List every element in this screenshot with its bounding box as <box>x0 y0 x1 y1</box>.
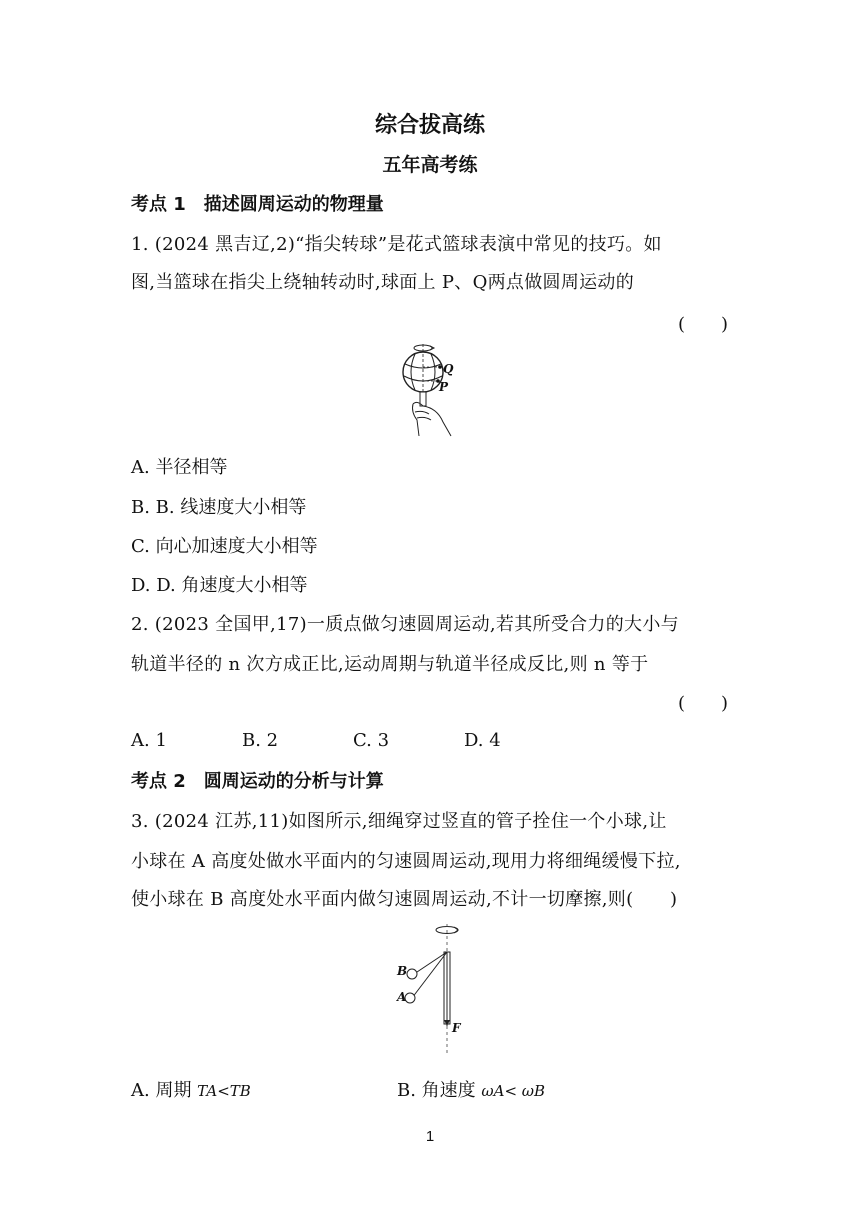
q1-answer-paren: ( ) <box>677 314 728 335</box>
page-title: 综合拔高练 <box>374 113 485 138</box>
q3-line-2: 小球在 A 高度处做水平面内的匀速圆周运动,现用力将细绳缓慢下拉, <box>131 851 681 872</box>
q3-option-b-prefix: B. 角速度 <box>397 1080 482 1101</box>
q1-option-b: B. B. 线速度大小相等 <box>131 497 307 518</box>
fig3-label-f: F <box>452 1021 461 1035</box>
q3-option-a-prefix: A. 周期 <box>131 1080 198 1101</box>
q1-option-c: C. 向心加速度大小相等 <box>131 536 318 557</box>
basketball-figure <box>393 342 463 438</box>
q2-option-b: B. 2 <box>242 730 279 751</box>
q2-answer-paren: ( ) <box>677 693 728 714</box>
q1-line-2: 图,当篮球在指尖上绕轴转动时,球面上 P、Q两点做圆周运动的 <box>131 272 635 293</box>
fig3-label-b: B <box>397 964 408 978</box>
page-subtitle: 五年高考练 <box>382 154 478 176</box>
q1-line-1: 1. (2024 黑吉辽,2)“指尖转球”是花式篮球表演中常见的技巧。如 <box>131 234 662 255</box>
q3-option-b <box>397 1076 545 1102</box>
q2-option-d: D. 4 <box>464 730 501 751</box>
q2-option-a: A. 1 <box>131 730 167 751</box>
q2-line-1: 2. (2023 全国甲,17)一质点做匀速圆周运动,若其所受合力的大小与 <box>131 614 679 635</box>
q3-line-1: 3. (2024 江苏,11)如图所示,细绳穿过竖直的管子拴住一个小球,让 <box>131 811 667 832</box>
section-2-heading: 考点 2 圆周运动的分析与计算 <box>131 771 384 792</box>
q3-option-a-expr: TA<TB <box>197 1082 251 1100</box>
fig1-label-p: P <box>439 380 449 394</box>
q2-option-c: C. 3 <box>353 730 390 751</box>
fig3-label-a: A <box>397 990 407 1004</box>
page-number: 1 <box>425 1128 435 1145</box>
q2-line-2: 轨道半径的 n 次方成正比,运动周期与轨道半径成反比,则 n 等于 <box>131 654 649 675</box>
q3-option-a <box>131 1076 251 1102</box>
q1-option-d: D. D. 角速度大小相等 <box>131 575 308 596</box>
section-1-heading: 考点 1 描述圆周运动的物理量 <box>131 194 384 215</box>
q1-option-a: A. 半径相等 <box>131 457 228 478</box>
fig1-label-q: Q <box>443 362 454 376</box>
q3-option-b-expr: ωA< ωB <box>481 1082 546 1100</box>
q3-line-3: 使小球在 B 高度处水平面内做匀速圆周运动,不计一切摩擦,则( ) <box>131 889 678 910</box>
